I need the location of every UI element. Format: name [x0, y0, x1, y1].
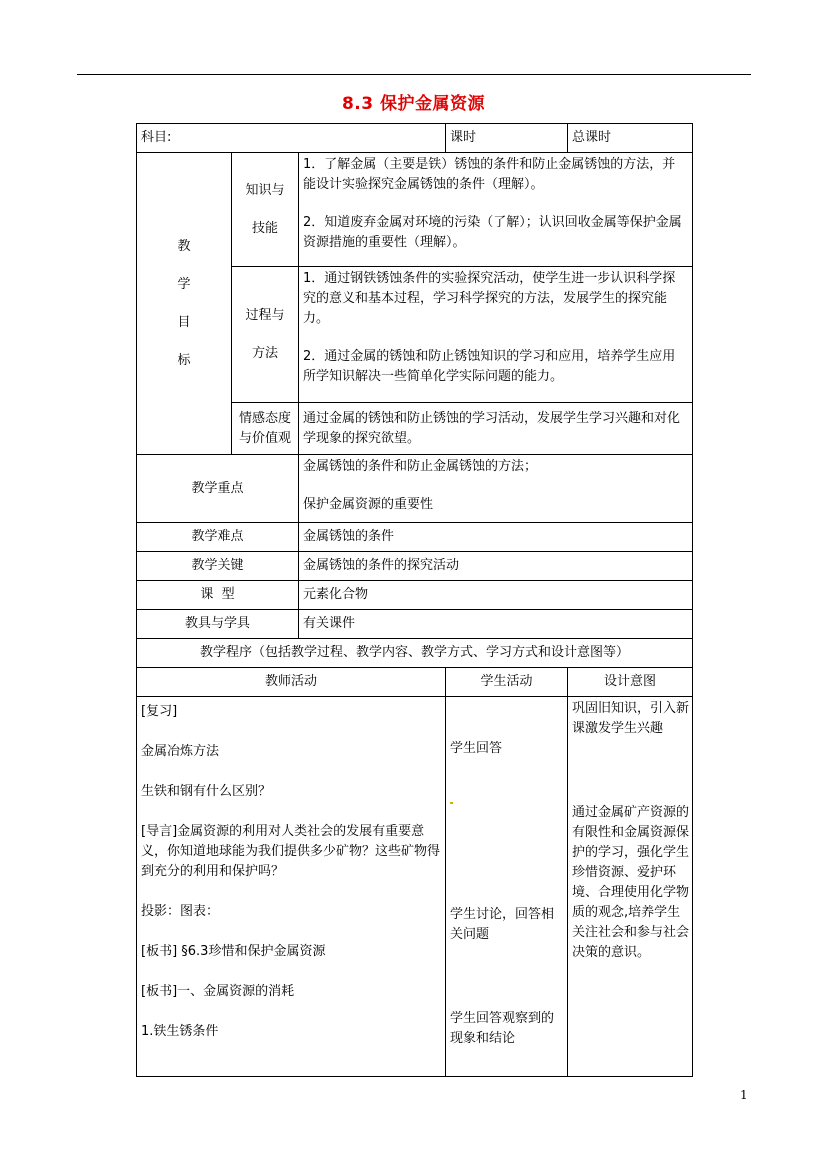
stray-mark — [450, 802, 453, 804]
lesson-type-content: 元素化合物 — [299, 581, 693, 610]
design-line: 巩固旧知识，引入新课激发学生兴趣 — [572, 701, 690, 736]
goals-char: 标 — [177, 352, 191, 368]
goals-label — [137, 153, 232, 455]
design-line: 通过金属矿产资源的有限性和金属资源保护的学习，强化学生珍惜资源、爱护环境、合理使用化学物质的观念,培养学生关注社会和参与社会决策的意识。 — [572, 805, 690, 960]
teacher-activity-cell — [137, 697, 446, 1077]
difficulty-label: 教学难点 — [137, 523, 299, 552]
teacher-line: 金属冶炼方法 — [141, 744, 220, 759]
key-label: 教学关键 — [137, 552, 299, 581]
tools-label: 教具与学具 — [137, 610, 299, 639]
student-line: 学生讨论，回答相关问题 — [450, 907, 555, 942]
tools-content: 有关课件 — [299, 610, 693, 639]
knowledge-p2: 2．知道废弃金属对环境的污染（了解）；认识回收金属等保护金属资源措施的重要性（理解）。 — [303, 215, 682, 250]
goals-char: 学 — [177, 276, 191, 292]
knowledge-label-line: 技能 — [251, 220, 278, 236]
key-points-content — [299, 455, 693, 523]
knowledge-label — [232, 153, 299, 267]
lesson-type-label: 课 型 — [137, 581, 299, 610]
process-label-line: 方法 — [251, 345, 278, 361]
subject-cell: 科目: — [137, 124, 446, 153]
knowledge-content — [299, 153, 693, 267]
goals-char: 目 — [177, 314, 191, 330]
student-line: 学生回答 — [450, 741, 503, 756]
lesson-plan-table — [136, 123, 693, 1077]
teacher-line: [导言]金属资源的利用对人类社会的发展有重要意义，你知道地球能为我们提供多少矿物？这些矿物得到充分的利用和保护吗？ — [141, 824, 441, 879]
process-label — [232, 267, 299, 403]
knowledge-label-line: 知识与 — [245, 182, 285, 198]
emotion-label-line: 与价值观 — [238, 430, 291, 446]
teacher-line: 1.铁生锈条件 — [141, 1024, 219, 1039]
procedure-header: 教学程序（包括教学过程、教学内容、教学方式、学习方式和设计意图等） — [137, 639, 693, 668]
key-content: 金属锈蚀的条件的探究活动 — [299, 552, 693, 581]
key-points-label: 教学重点 — [137, 455, 299, 523]
student-line: 学生回答观察到的现象和结论 — [450, 1011, 555, 1046]
total-lessons-cell: 总课时 — [568, 124, 693, 153]
goals-char: 教 — [177, 238, 191, 254]
teacher-line: 投影：图表： — [141, 904, 220, 919]
header-rule — [77, 74, 751, 75]
page-number: 1 — [740, 1088, 748, 1102]
difficulty-content: 金属锈蚀的条件 — [299, 523, 693, 552]
emotion-content: 通过金属的锈蚀和防止锈蚀的学习活动，发展学生学习兴趣和对化学现象的探究欲望。 — [299, 403, 693, 455]
teacher-line: [复习] — [141, 704, 178, 719]
process-p2: 2．通过金属的锈蚀和防止锈蚀知识的学习和应用，培养学生应用所学知识解决一些简单化学实际问题的能力。 — [303, 349, 676, 384]
student-column-header: 学生活动 — [446, 668, 568, 697]
page-title: 8.3 保护金属资源 — [341, 94, 486, 114]
process-content — [299, 267, 693, 403]
design-intent-cell — [568, 697, 693, 1077]
teacher-column-header: 教师活动 — [137, 668, 446, 697]
key-points-line1: 金属锈蚀的条件和防止金属锈蚀的方法； — [303, 459, 538, 474]
design-column-header: 设计意图 — [568, 668, 693, 697]
key-points-line2: 保护金属资源的重要性 — [303, 497, 434, 512]
student-activity-cell — [446, 697, 568, 1077]
lesson-cell: 课时 — [446, 124, 568, 153]
process-p1: 1．通过钢铁锈蚀条件的实验探究活动，使学生进一步认识科学探究的意义和基本过程，学习科学探究的方法，发展学生的探究能力。 — [303, 271, 676, 326]
teacher-line: [板书] §6.3珍惜和保护金属资源 — [141, 944, 326, 959]
process-label-line: 过程与 — [245, 307, 285, 323]
emotion-label — [232, 403, 299, 455]
emotion-label-line: 情感态度 — [238, 410, 291, 426]
teacher-line: 生铁和钢有什么区别？ — [141, 784, 272, 799]
knowledge-p1: 1．了解金属（主要是铁）锈蚀的条件和防止金属锈蚀的方法，并能设计实验探究金属锈蚀的条件（理解）。 — [303, 157, 676, 192]
teacher-line: [板书]一、金属资源的消耗 — [141, 984, 295, 999]
